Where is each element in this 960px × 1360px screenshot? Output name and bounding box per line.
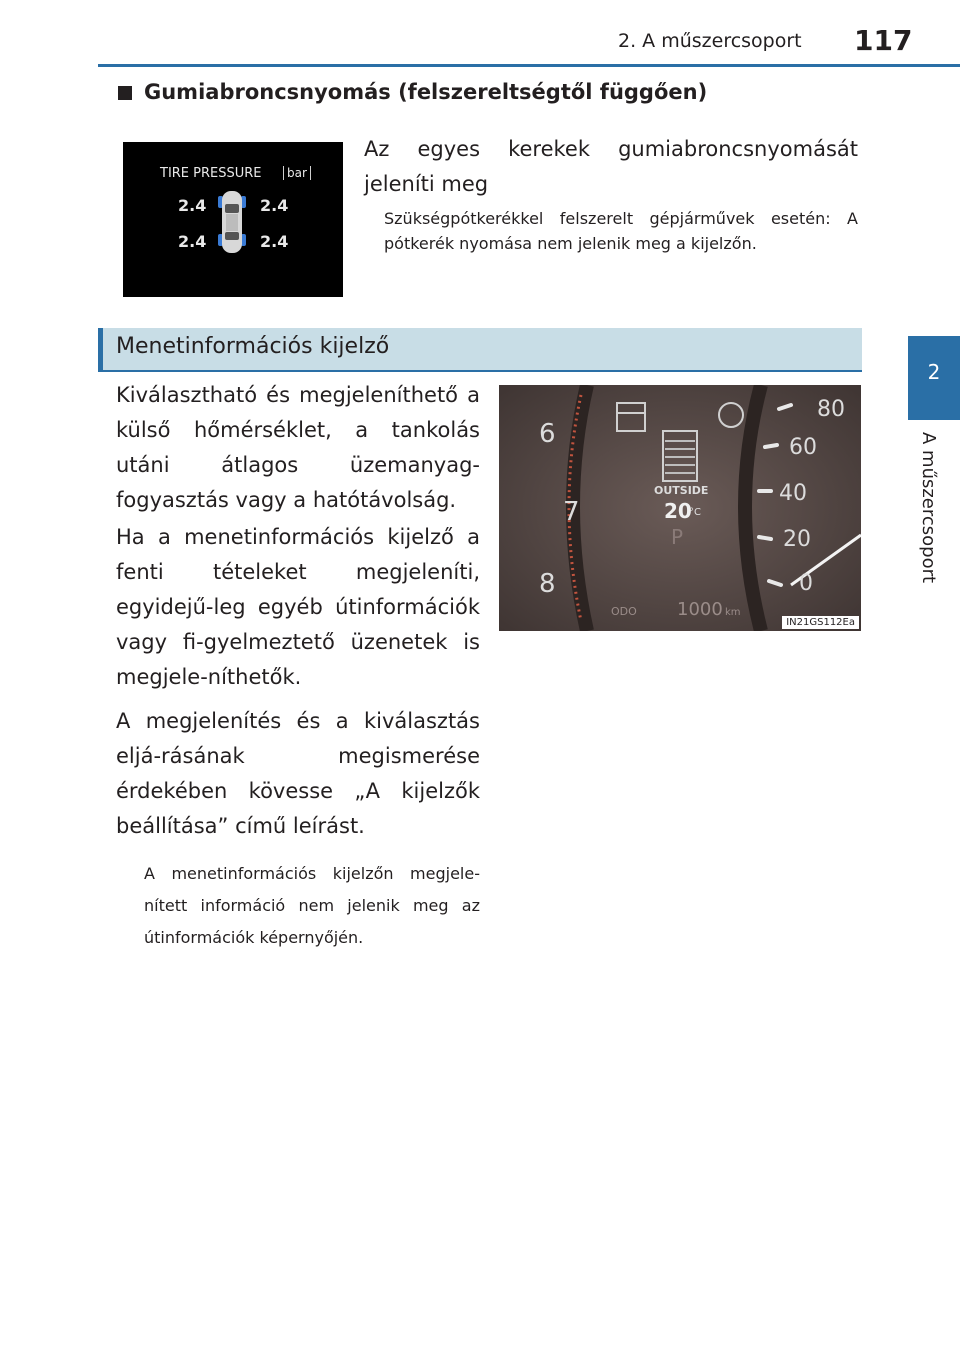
outside-temp-label: OUTSIDE	[654, 484, 709, 497]
tire-display-unit: bar	[283, 166, 311, 180]
page-number: 117	[854, 24, 913, 57]
heading-accent	[98, 328, 103, 370]
header-rule	[98, 64, 960, 67]
image-code-label: IN21GS112Ea	[782, 616, 859, 629]
outside-temp-unit: °C	[689, 507, 701, 518]
gear-indicator: P	[671, 525, 684, 549]
chapter-tab-label: A műszercsoport	[918, 432, 939, 584]
tire-front-right-value: 2.4	[260, 196, 289, 215]
tach-label-8: 8	[539, 569, 556, 599]
chapter-tab[interactable]	[908, 336, 960, 420]
heading-square-bullet-icon	[118, 86, 132, 100]
trip-info-heading-bar	[98, 328, 862, 372]
speed-label-60: 60	[789, 435, 817, 460]
tire-rear-right-value: 2.4	[260, 232, 289, 251]
trip-info-paragraph-1: Kiválasztható és megjeleníthető a külső hőmérséklet, a tankolás utáni átlagos üzemanyag-fogyasztás vagy a hatótávolság.	[116, 383, 480, 512]
trip-info-paragraph-2: Ha a menetinformációs kijelző a fenti tételeket megjeleníti, egyidejű-leg egyéb útinformációk vagy fi-gyelmeztető üzenetek is megjele-níthetők.	[116, 525, 480, 689]
tire-pressure-display-image	[123, 142, 343, 297]
tire-front-left-value: 2.4	[178, 196, 207, 215]
trip-info-heading: Menetinformációs kijelző	[116, 334, 390, 359]
speed-label-80: 80	[817, 397, 845, 422]
tire-pressure-heading: Gumiabroncsnyomás (felszereltségtől függően)	[144, 80, 708, 104]
instrument-cluster-image	[499, 385, 861, 631]
tire-pressure-description: Az egyes kerekek gumiabroncsnyomását jeleníti meg	[364, 137, 858, 196]
trip-info-paragraph-3: A megjelenítés és a kiválasztás eljá-rásának megismerése érdekében kövesse „A kijelzők beállítása” című leírást.	[116, 709, 480, 838]
speed-label-20: 20	[783, 527, 811, 552]
trip-info-note: A menetinformációs kijelzőn megjele-nített információ nem jelenik meg az útinformációk képernyőjén.	[144, 864, 480, 947]
tach-label-6: 6	[539, 419, 556, 449]
outside-temp-value: 20	[664, 499, 692, 523]
odo-label: ODO	[611, 605, 637, 618]
odo-unit: km	[725, 607, 741, 618]
speed-label-40: 40	[779, 481, 807, 506]
tire-display-title: TIRE PRESSURE	[160, 166, 262, 181]
tire-rear-left-value: 2.4	[178, 232, 207, 251]
odo-value: 1000	[677, 599, 723, 620]
tach-label-7: 7	[563, 497, 580, 527]
chapter-tab-number: 2	[927, 360, 941, 384]
tire-pressure-note: Szükségpótkerékkel felszerelt gépjárművek esetén: A pótkerék nyomása nem jelenik meg a kijelzőn.	[384, 209, 858, 253]
header-section-title: 2. A műszercsoport	[618, 30, 802, 52]
car-top-view-icon	[217, 188, 247, 256]
speed-label-0: 0	[799, 571, 813, 596]
